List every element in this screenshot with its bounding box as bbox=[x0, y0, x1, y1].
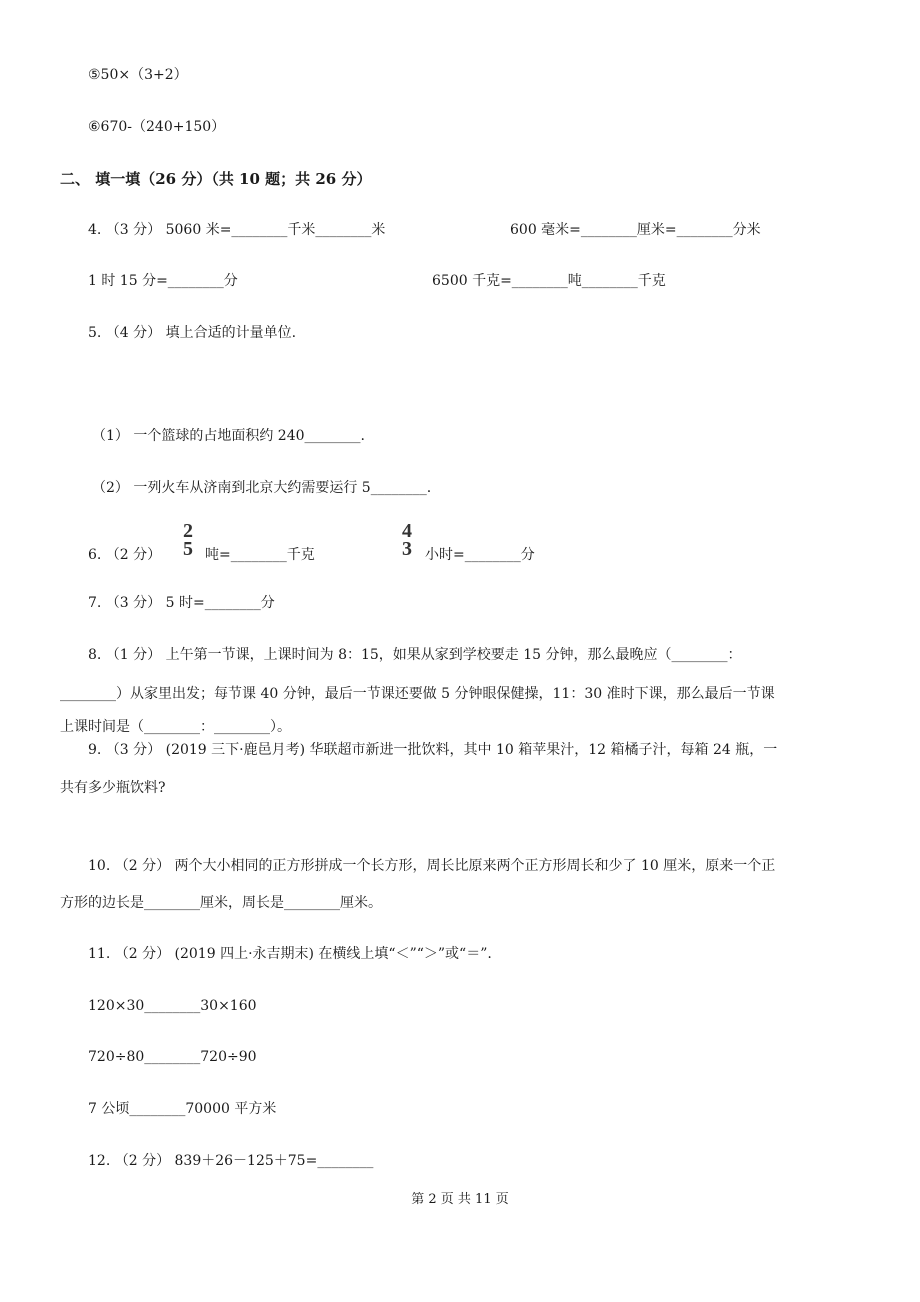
q7-stem: 7. （3 分） 5 时=________分 bbox=[88, 595, 275, 611]
q11-item-1: 120×30________30×160 bbox=[88, 998, 257, 1014]
q6-label: 6. （2 分） bbox=[88, 547, 162, 563]
q8-line-1: 8. （1 分） 上午第一节课，上课时间为 8：15，如果从家到学校要走 15 分钟，那么最晚应（________： bbox=[88, 647, 742, 663]
q5-sub-2: （2） 一列火车从济南到北京大约需要运行 5________. bbox=[92, 480, 432, 496]
section-2-heading: 二、 填一填（26 分）（共 10 题；共 26 分） bbox=[60, 170, 372, 188]
q6-part-a: 吨=________千克 bbox=[205, 547, 315, 563]
q11-stem: 11. （2 分） (2019 四上·永吉期末) 在横线上填“＜”“＞”或“＝”. bbox=[88, 946, 492, 962]
q11-item-3: 7 公顷________70000 平方米 bbox=[88, 1101, 277, 1117]
q6-fraction-2-numerator: 4 bbox=[402, 520, 412, 542]
q3-item-6: ⑥670-（240+150） bbox=[88, 119, 226, 135]
q12-stem: 12. （2 分） 839＋26－125＋75=________ bbox=[88, 1153, 374, 1169]
q6-fraction-1-denominator: 5 bbox=[183, 538, 193, 560]
q6-fraction-1-numerator: 2 bbox=[183, 520, 193, 542]
q4-line-c: 1 时 15 分=________分 bbox=[88, 273, 238, 289]
q4-line-d: 6500 千克=________吨________千克 bbox=[432, 273, 666, 289]
q11-item-2: 720÷80________720÷90 bbox=[88, 1049, 257, 1065]
q5-stem: 5. （4 分） 填上合适的计量单位. bbox=[88, 325, 297, 341]
page-footer: 第 2 页 共 11 页 bbox=[411, 1192, 509, 1207]
q6-fraction-2-denominator: 3 bbox=[402, 538, 412, 560]
q8-line-3: 上课时间是（________：________）。 bbox=[60, 719, 291, 735]
q6-fraction-1 bbox=[180, 522, 196, 558]
q10-line-2: 方形的边长是________厘米，周长是________厘米。 bbox=[60, 895, 382, 911]
q10-line-1: 10. （2 分） 两个大小相同的正方形拼成一个长方形，周长比原来两个正方形周长和少了 10 厘米，原来一个正 bbox=[88, 858, 776, 874]
q9-line-2: 共有多少瓶饮料? bbox=[60, 780, 166, 796]
q3-item-5: ⑤50×（3+2） bbox=[88, 67, 188, 83]
q6-part-b: 小时=________分 bbox=[425, 547, 535, 563]
q6-fraction-2 bbox=[399, 522, 415, 558]
q9-line-1: 9. （3 分） (2019 三下·鹿邑月考) 华联超市新进一批饮料，其中 10 箱苹果汁，12 箱橘子汁，每箱 24 瓶，一 bbox=[88, 742, 778, 758]
q8-line-2: ________）从家里出发；每节课 40 分钟，最后一节课还要做 5 分钟眼保健操，11：30 准时下课，那么最后一节课 bbox=[60, 686, 775, 702]
q5-sub-1: （1） 一个篮球的占地面积约 240________. bbox=[92, 428, 365, 444]
q4-line-a: 4. （3 分） 5060 米=________千米________米 bbox=[88, 222, 386, 238]
q4-line-b: 600 毫米=________厘米=________分米 bbox=[510, 222, 761, 238]
